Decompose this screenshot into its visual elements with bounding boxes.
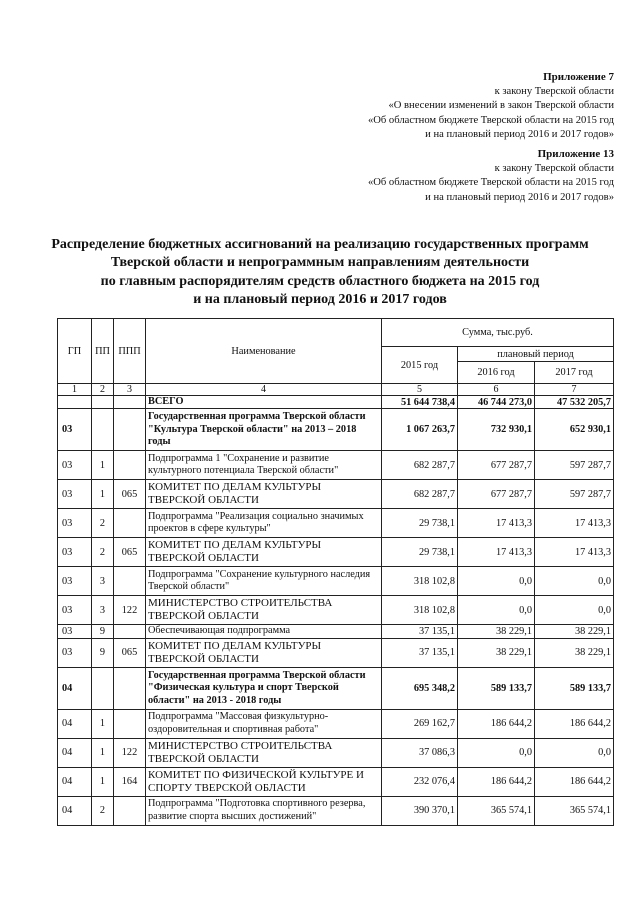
table-row — [58, 767, 614, 796]
value-2016-cell: 38 229,1 — [458, 625, 535, 638]
gp-cell: 04 — [58, 709, 92, 738]
pp-cell: 1 — [92, 451, 114, 480]
value-2015-cell: 269 162,7 — [382, 709, 458, 738]
column-number: 4 — [146, 384, 382, 396]
appendix-13-line: к закону Тверской области — [494, 162, 614, 174]
name-cell: МИНИСТЕРСТВО СТРОИТЕЛЬСТВА ТВЕРСКОЙ ОБЛАСТИ — [146, 596, 382, 625]
ppp-cell — [114, 796, 146, 825]
ppp-cell — [114, 509, 146, 538]
pp-cell: 2 — [92, 538, 114, 567]
name-cell: ВСЕГО — [146, 396, 382, 409]
pp-cell: 1 — [92, 709, 114, 738]
table-row — [58, 625, 614, 638]
value-2016-cell: 677 287,7 — [458, 480, 535, 509]
value-2017-cell: 0,0 — [535, 596, 614, 625]
header-gp: ГП — [58, 319, 92, 384]
value-2017-cell: 652 930,1 — [535, 409, 614, 451]
budget-table — [57, 318, 614, 826]
appendix-7-block — [368, 70, 614, 143]
appendix-13-block — [368, 147, 614, 205]
gp-cell: 03 — [58, 480, 92, 509]
title-line: Тверской области и непрограммным направлениям деятельности — [110, 255, 530, 271]
name-cell: Подпрограмма 1 "Сохранение и развитие культурного потенциала Тверской области" — [146, 451, 382, 480]
value-2017-cell: 47 532 205,7 — [535, 396, 614, 409]
header-name: Наименование — [146, 319, 382, 384]
pp-cell: 1 — [92, 738, 114, 767]
gp-cell: 03 — [58, 509, 92, 538]
value-2015-cell: 29 738,1 — [382, 538, 458, 567]
value-2017-cell: 0,0 — [535, 567, 614, 596]
pp-cell: 2 — [92, 796, 114, 825]
value-2016-cell: 365 574,1 — [458, 796, 535, 825]
gp-cell: 04 — [58, 767, 92, 796]
value-2017-cell: 365 574,1 — [535, 796, 614, 825]
pp-cell — [92, 396, 114, 409]
value-2017-cell: 186 644,2 — [535, 709, 614, 738]
value-2016-cell: 186 644,2 — [458, 767, 535, 796]
name-cell: КОМИТЕТ ПО ДЕЛАМ КУЛЬТУРЫ ТВЕРСКОЙ ОБЛАСТИ — [146, 480, 382, 509]
ppp-cell — [114, 396, 146, 409]
ppp-cell — [114, 625, 146, 638]
value-2017-cell: 597 287,7 — [535, 451, 614, 480]
appendix-13-heading: Приложение 13 — [537, 148, 614, 160]
name-cell: Государственная программа Тверской области "Физическая культура и спорт Тверской области" на 2013 - 2018 годы — [146, 667, 382, 709]
table-row — [58, 596, 614, 625]
value-2016-cell: 17 413,3 — [458, 509, 535, 538]
table-row — [58, 738, 614, 767]
value-2016-cell: 732 930,1 — [458, 409, 535, 451]
name-cell: Подпрограмма "Сохранение культурного наследия Тверской области" — [146, 567, 382, 596]
ppp-cell — [114, 451, 146, 480]
ppp-cell — [114, 709, 146, 738]
appendix-7-line: «Об областном бюджете Тверской области на 2015 год — [367, 114, 614, 126]
name-cell: Подпрограмма "Массовая физкультурно-оздоровительная и спортивная работа" — [146, 709, 382, 738]
value-2015-cell: 318 102,8 — [382, 567, 458, 596]
table-row — [58, 567, 614, 596]
value-2015-cell: 37 135,1 — [382, 625, 458, 638]
ppp-cell — [114, 667, 146, 709]
table-row — [58, 667, 614, 709]
table-row — [58, 451, 614, 480]
column-number: 1 — [58, 384, 92, 396]
value-2017-cell: 38 229,1 — [535, 638, 614, 667]
title-line: по главным распорядителям средств областного бюджета на 2015 год — [100, 273, 540, 289]
ppp-cell: 164 — [114, 767, 146, 796]
gp-cell — [58, 396, 92, 409]
table-row — [58, 409, 614, 451]
name-cell: КОМИТЕТ ПО ДЕЛАМ КУЛЬТУРЫ ТВЕРСКОЙ ОБЛАСТИ — [146, 538, 382, 567]
ppp-cell: 065 — [114, 538, 146, 567]
value-2016-cell: 17 413,3 — [458, 538, 535, 567]
gp-cell: 04 — [58, 667, 92, 709]
column-number: 7 — [535, 384, 614, 396]
table-row — [58, 796, 614, 825]
value-2016-cell: 0,0 — [458, 596, 535, 625]
value-2016-cell: 46 744 273,0 — [458, 396, 535, 409]
pp-cell — [92, 409, 114, 451]
appendix-13-line: и на плановый период 2016 и 2017 годов» — [425, 191, 614, 203]
pp-cell: 3 — [92, 567, 114, 596]
value-2015-cell: 318 102,8 — [382, 596, 458, 625]
gp-cell: 03 — [58, 596, 92, 625]
value-2017-cell: 17 413,3 — [535, 509, 614, 538]
ppp-cell: 122 — [114, 738, 146, 767]
value-2016-cell: 677 287,7 — [458, 451, 535, 480]
appendix-7-line: и на плановый период 2016 и 2017 годов» — [425, 129, 614, 141]
gp-cell: 03 — [58, 409, 92, 451]
gp-cell: 03 — [58, 538, 92, 567]
value-2015-cell: 232 076,4 — [382, 767, 458, 796]
title-line: Распределение бюджетных ассигнований на реализацию государственных программ — [51, 237, 589, 252]
name-cell: Государственная программа Тверской области "Культура Тверской области" на 2013 – 2018 годы — [146, 409, 382, 451]
appendix-7-heading: Приложение 7 — [543, 71, 614, 83]
table-row — [58, 638, 614, 667]
table-row — [58, 709, 614, 738]
table-row — [58, 480, 614, 509]
ppp-cell: 065 — [114, 638, 146, 667]
header-2015: 2015 год — [382, 347, 458, 384]
appendix-7-line: «О внесении изменений в закон Тверской области — [388, 100, 614, 112]
name-cell: МИНИСТЕРСТВО СТРОИТЕЛЬСТВА ТВЕРСКОЙ ОБЛАСТИ — [146, 738, 382, 767]
table-row — [58, 396, 614, 409]
ppp-cell: 122 — [114, 596, 146, 625]
header-ppp: ППП — [114, 319, 146, 384]
header-2017: 2017 год — [535, 362, 614, 384]
value-2016-cell: 589 133,7 — [458, 667, 535, 709]
value-2015-cell: 390 370,1 — [382, 796, 458, 825]
value-2016-cell: 186 644,2 — [458, 709, 535, 738]
value-2015-cell: 682 287,7 — [382, 451, 458, 480]
pp-cell: 1 — [92, 480, 114, 509]
value-2016-cell: 0,0 — [458, 738, 535, 767]
value-2015-cell: 29 738,1 — [382, 509, 458, 538]
gp-cell: 03 — [58, 625, 92, 638]
header-pp: ПП — [92, 319, 114, 384]
table-row — [58, 538, 614, 567]
value-2015-cell: 51 644 738,4 — [382, 396, 458, 409]
gp-cell: 04 — [58, 796, 92, 825]
value-2016-cell: 38 229,1 — [458, 638, 535, 667]
pp-cell: 2 — [92, 509, 114, 538]
pp-cell — [92, 667, 114, 709]
gp-cell: 03 — [58, 567, 92, 596]
value-2015-cell: 695 348,2 — [382, 667, 458, 709]
pp-cell: 9 — [92, 638, 114, 667]
header-planned-period: плановый период — [458, 347, 614, 362]
value-2015-cell: 1 067 263,7 — [382, 409, 458, 451]
gp-cell: 03 — [58, 451, 92, 480]
pp-cell: 1 — [92, 767, 114, 796]
ppp-cell: 065 — [114, 480, 146, 509]
value-2015-cell: 682 287,7 — [382, 480, 458, 509]
name-cell: Подпрограмма "Реализация социально значимых проектов в сфере культуры" — [146, 509, 382, 538]
value-2017-cell: 597 287,7 — [535, 480, 614, 509]
value-2017-cell: 186 644,2 — [535, 767, 614, 796]
title-line: и на плановый период 2016 и 2017 годов — [193, 292, 447, 308]
value-2017-cell: 17 413,3 — [535, 538, 614, 567]
pp-cell: 3 — [92, 596, 114, 625]
table-body — [58, 396, 614, 826]
column-number-row — [58, 384, 614, 396]
gp-cell: 04 — [58, 738, 92, 767]
name-cell: Подпрограмма "Подготовка спортивного резерва, развитие спорта высших достижений" — [146, 796, 382, 825]
appendix-7-line: к закону Тверской области — [494, 85, 614, 97]
value-2017-cell: 38 229,1 — [535, 625, 614, 638]
column-number: 2 — [92, 384, 114, 396]
gp-cell: 03 — [58, 638, 92, 667]
column-number: 6 — [458, 384, 535, 396]
pp-cell: 9 — [92, 625, 114, 638]
value-2016-cell: 0,0 — [458, 567, 535, 596]
appendix-13-line: «Об областном бюджете Тверской области на 2015 год — [367, 177, 614, 189]
ppp-cell — [114, 409, 146, 451]
name-cell: КОМИТЕТ ПО ДЕЛАМ КУЛЬТУРЫ ТВЕРСКОЙ ОБЛАСТИ — [146, 638, 382, 667]
column-number: 5 — [382, 384, 458, 396]
value-2015-cell: 37 135,1 — [382, 638, 458, 667]
header-sum: Сумма, тыс.руб. — [382, 319, 614, 347]
value-2017-cell: 589 133,7 — [535, 667, 614, 709]
name-cell: КОМИТЕТ ПО ФИЗИЧЕСКОЙ КУЛЬТУРЕ И СПОРТУ ТВЕРСКОЙ ОБЛАСТИ — [146, 767, 382, 796]
ppp-cell — [114, 567, 146, 596]
header-2016: 2016 год — [458, 362, 535, 384]
table-row — [58, 509, 614, 538]
document-title — [40, 236, 600, 310]
column-number: 3 — [114, 384, 146, 396]
name-cell: Обеспечивающая подпрограмма — [146, 625, 382, 638]
value-2017-cell: 0,0 — [535, 738, 614, 767]
value-2015-cell: 37 086,3 — [382, 738, 458, 767]
